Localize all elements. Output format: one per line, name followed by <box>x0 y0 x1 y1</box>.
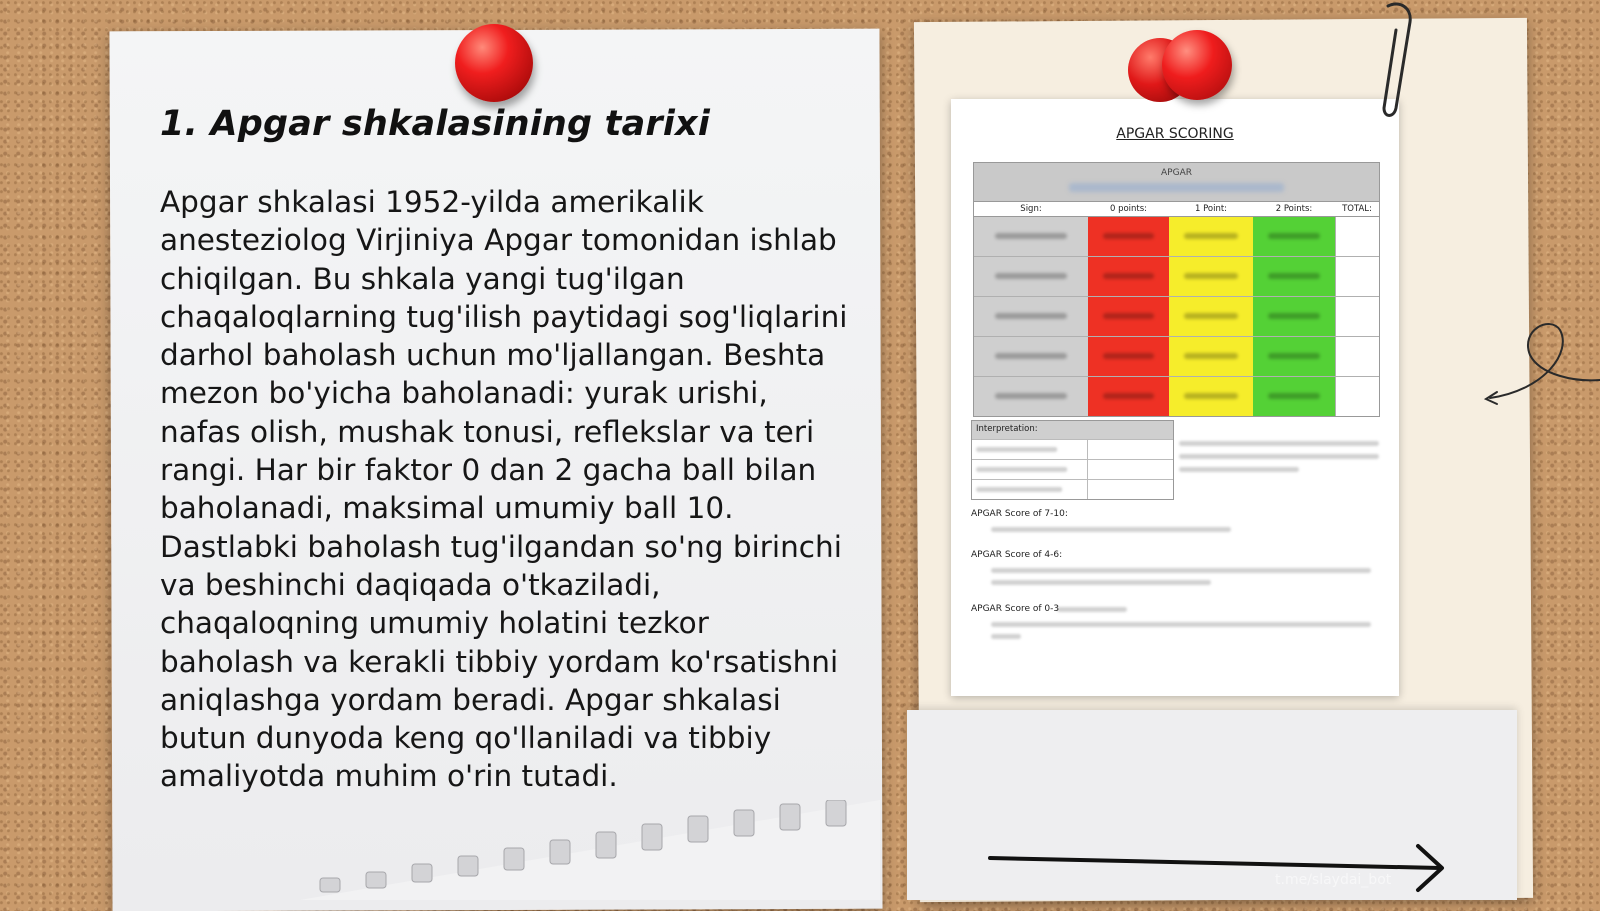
paperclip-icon <box>1384 4 1410 116</box>
apgar-section-4-6: APGAR Score of 4-6: <box>971 550 1063 560</box>
col-two-points: 2 Points: <box>1275 204 1313 214</box>
apgar-section-7-10: APGAR Score of 7-10: <box>971 509 1068 519</box>
doodle-arrow-icon <box>1486 324 1600 404</box>
interpretation-label: Interpretation: <box>972 421 1173 439</box>
apgar-table-header-label: APGAR <box>1161 168 1192 178</box>
col-zero-points: 0 points: <box>1109 204 1148 214</box>
apgar-section-0-3: APGAR Score of 0-3 <box>971 604 1060 614</box>
watermark-text: t.me/slaydai_bot <box>1275 872 1392 888</box>
col-one-point: 1 Point: <box>1194 204 1228 214</box>
col-sign: Sign: <box>1020 204 1042 214</box>
slide-body-text: Apgar shkalasi 1952-yilda amerikalik anesteziolog Virjiniya Apgar tomonidan ishlab chiqilgan. Bu shkala yangi tug'ilgan chaqaloqlarning tug'ilish paytidagi sog'liqlarini darhol baholash uchun mo'ljallangan. Beshta mezon bo'yicha baholanadi: yurak urishi, nafas olish, mushak tonusi, reflekslar va teri rangi. Har bir faktor 0 dan 2 gacha ball bilan baholanadi, maksimal umumiy ball 10. Dastlabki baholash tug'ilgandan so'ng birinchi va beshinchi daqiqada o'tkaziladi, chaqaloqning umumiy holatini tezkor baholash va kerakli tibbiy yordam ko'rsatishni aniqlashga yordam beradi. Apgar shkalasi butun dunyoda keng qo'llaniladi va tibbiy amaliyotda muhim o'rin tutadi. <box>160 185 848 794</box>
slide-title: 1. Apgar shkalasining tarixi <box>160 104 711 144</box>
col-total: TOTAL: <box>1342 204 1372 214</box>
apgar-doc-title: APGAR SCORING <box>1116 126 1234 142</box>
